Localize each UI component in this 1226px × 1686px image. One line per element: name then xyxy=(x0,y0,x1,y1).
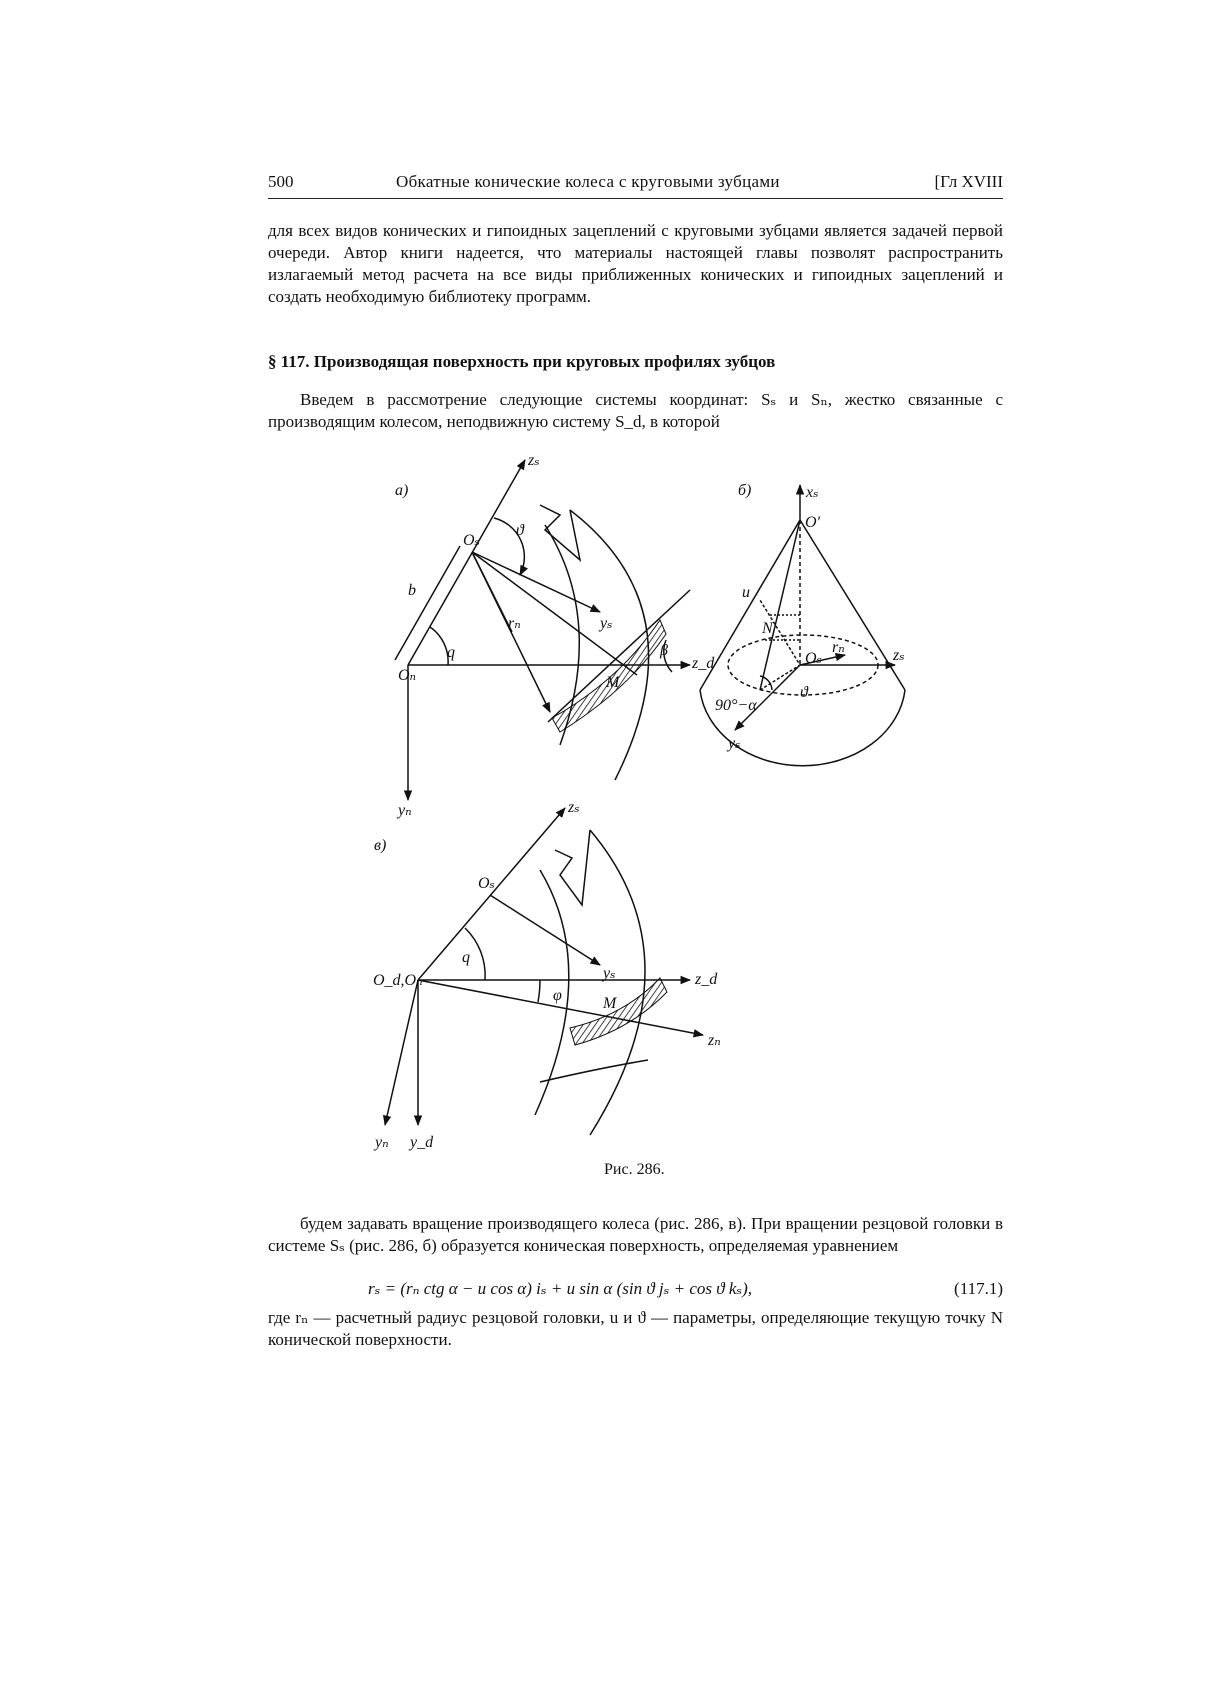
label-angle-b: 90°−α xyxy=(715,697,757,714)
dim-b-a xyxy=(395,546,460,660)
tangent-beta-a xyxy=(548,590,690,722)
paragraph-3-text: будем задавать вращение производящего колеса (рис. 286, в). При вращении резцовой головки в системе Sₛ (рис. 286, б) образуется коническая поверхность, определяемая уравнением xyxy=(268,1214,1003,1255)
label-ys-a: yₛ xyxy=(600,615,613,632)
label-q-c: q xyxy=(462,949,470,966)
running-title: Обкатные конические колеса с круговыми зубцами xyxy=(396,172,780,191)
panel-c-labels xyxy=(373,799,721,1151)
paragraph-2-text: Введем в рассмотрение следующие системы координат: Sₛ и Sₙ, жестко связанные с производящим колесом, неподвижную систему S_d, в которой xyxy=(268,390,1003,431)
label-rn-a: rₙ xyxy=(508,615,521,632)
arc-outer-c xyxy=(590,830,645,1135)
paragraph-4 xyxy=(268,1307,1003,1351)
axis-yu-c xyxy=(385,980,418,1125)
label-beta-a: β xyxy=(660,642,668,659)
formula-117-1 xyxy=(268,1279,1003,1303)
panel-b xyxy=(700,485,905,766)
cone-left-b xyxy=(700,520,800,690)
label-panel-a: а) xyxy=(395,482,409,499)
page-number: 500 xyxy=(268,172,294,191)
label-panel-b: б) xyxy=(738,482,752,499)
figure-caption: Рис. 286. xyxy=(604,1161,665,1178)
panel-c xyxy=(385,808,703,1135)
label-m-a: M xyxy=(606,674,620,691)
label-os-c: Oₛ xyxy=(478,875,495,892)
axis-ys-c xyxy=(490,895,600,965)
label-q-a: q xyxy=(447,644,455,661)
paragraph-4-text: где rₙ — расчетный радиус резцовой головки, u и ϑ — параметры, определяющие текущую точку N конической поверхности. xyxy=(268,1308,1003,1349)
label-xs-b: xₛ xyxy=(806,484,819,501)
label-zs-a: zₛ xyxy=(528,452,540,469)
label-panel-c: в) xyxy=(374,837,387,854)
label-b-a: b xyxy=(408,582,416,599)
label-yu-a: yₙ xyxy=(398,802,412,819)
label-zd-c: z_d xyxy=(695,971,718,988)
formula-expression: rₛ = (rₙ ctg α − u cos α) iₛ + u sin α (sin ϑ jₛ + cos ϑ kₛ), xyxy=(368,1279,753,1298)
label-ou-a: Oₙ xyxy=(398,667,417,684)
label-zu-c: zₙ xyxy=(708,1032,721,1049)
line-os-m-a xyxy=(472,552,637,675)
lower-edge-c xyxy=(540,1060,648,1082)
axis-zs-c xyxy=(418,808,565,980)
label-theta-a: ϑ xyxy=(516,522,524,539)
label-ys-c: yₛ xyxy=(603,965,616,982)
label-u-b: u xyxy=(742,584,750,601)
angle-q-a xyxy=(430,627,448,665)
formula-number: (117.1) xyxy=(954,1279,1003,1298)
label-ys-b: yₛ xyxy=(728,735,741,752)
paragraph-3 xyxy=(268,1213,1003,1257)
arc-outer-a xyxy=(570,510,649,780)
panel-a xyxy=(395,460,690,800)
label-ru-b: rₙ xyxy=(832,639,845,656)
label-yd-c: y_d xyxy=(410,1134,434,1151)
triangle-b xyxy=(760,600,800,690)
label-od-ou-c: O_d,Oₙ xyxy=(373,972,423,989)
axis-zs-a xyxy=(408,460,525,665)
label-zs-b: zₛ xyxy=(893,647,905,664)
angle-phi-c xyxy=(538,980,540,1002)
generatrix-b xyxy=(760,520,800,690)
label-n-b: N xyxy=(762,620,773,637)
panel-a-labels xyxy=(395,452,715,819)
tooth-tip-c xyxy=(555,830,590,905)
label-zs-c: zₛ xyxy=(568,799,580,816)
label-os-b: Oₛ xyxy=(805,650,822,667)
label-phi-c: φ xyxy=(553,987,562,1004)
section-heading: § 117. Производящая поверхность при круговых профилях зубцов xyxy=(268,352,776,371)
paragraph-1-text: для всех видов конических и гипоидных зацеплений с круговыми зубцами является задачей первой очереди. Автор книги надеется, что материалы настоящей главы позволят распространить излагаемый метод расчета на все виды приближенных конических и гипоидных зацеплений и создать необходимую библиотеку программ. xyxy=(268,221,1003,306)
label-m-c: M xyxy=(603,995,617,1012)
label-os-a: Oₛ xyxy=(463,532,480,549)
label-oprime-b: O' xyxy=(805,514,820,531)
label-yu-c: yₙ xyxy=(375,1134,389,1151)
label-zd-a: z_d xyxy=(692,655,715,672)
line-b-a xyxy=(472,552,512,632)
chapter-label: [Гл XVIII xyxy=(934,172,1003,191)
label-theta-b: ϑ xyxy=(800,684,808,701)
